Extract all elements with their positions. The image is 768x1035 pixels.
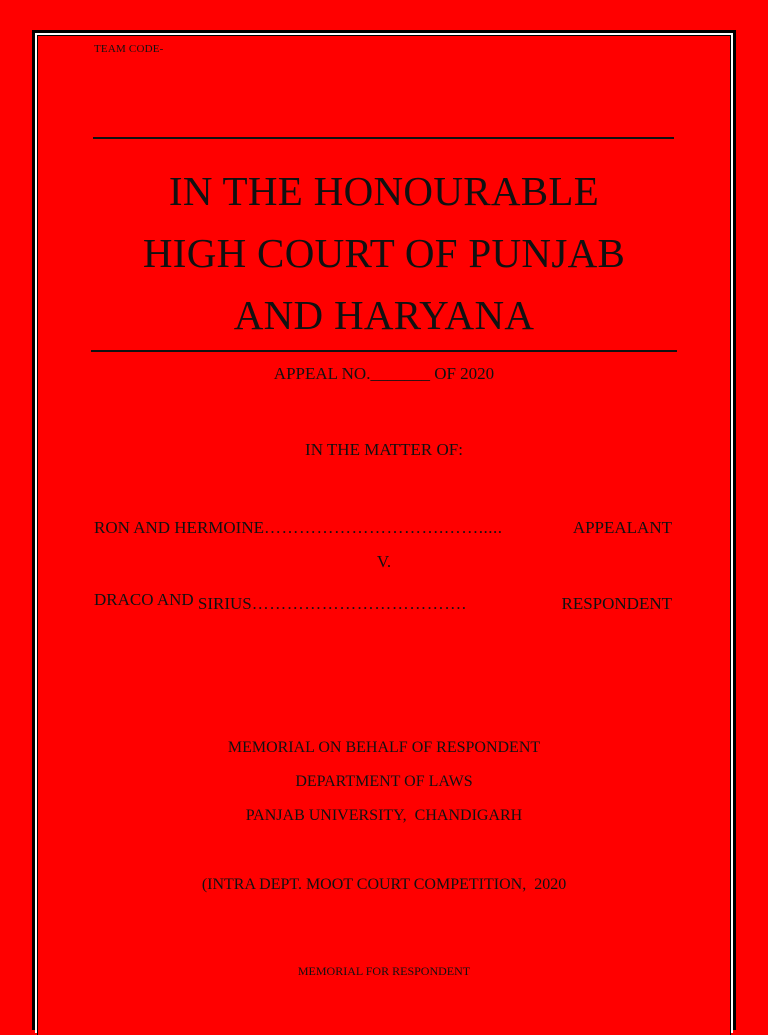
appellant-name: RON AND HERMOINE <box>94 518 264 537</box>
appellant-role: APPEALANT <box>572 518 672 537</box>
title-rule-top <box>93 137 674 139</box>
respondent-leader-dots: ………………………………. <box>251 594 467 613</box>
respondent-name-part-2: SIRIUS <box>193 594 252 613</box>
department-line: DEPARTMENT OF LAWS <box>295 773 473 790</box>
appellant-leader-dots: ………………………….……..... <box>264 518 503 537</box>
page-footer: MEMORIAL FOR RESPONDENT <box>297 964 471 978</box>
matter-heading: IN THE MATTER OF: <box>305 440 463 459</box>
title-rule-bottom <box>91 350 677 352</box>
court-title-line-2: HIGH COURT OF PUNJAB <box>142 230 626 276</box>
team-code: TEAM CODE- <box>94 43 164 55</box>
university-line: PANJAB UNIVERSITY, CHANDIGARH <box>245 807 523 824</box>
court-title <box>60 160 708 346</box>
appeal-number: APPEAL NO._______ OF 2020 <box>273 364 495 383</box>
respondent-line <box>94 590 672 614</box>
court-title-line-3: AND HARYANA <box>233 292 535 338</box>
competition-line: (INTRA DEPT. MOOT COURT COMPETITION, 2020 <box>201 876 567 893</box>
respondent-role: RESPONDENT <box>561 594 672 613</box>
memorial-line: MEMORIAL ON BEHALF OF RESPONDENT <box>227 739 541 756</box>
versus: V. <box>376 552 392 571</box>
court-title-line-1: IN THE HONOURABLE <box>168 168 600 214</box>
appellant-line <box>94 518 672 538</box>
respondent-name-part-1: DRACO AND <box>94 590 194 609</box>
